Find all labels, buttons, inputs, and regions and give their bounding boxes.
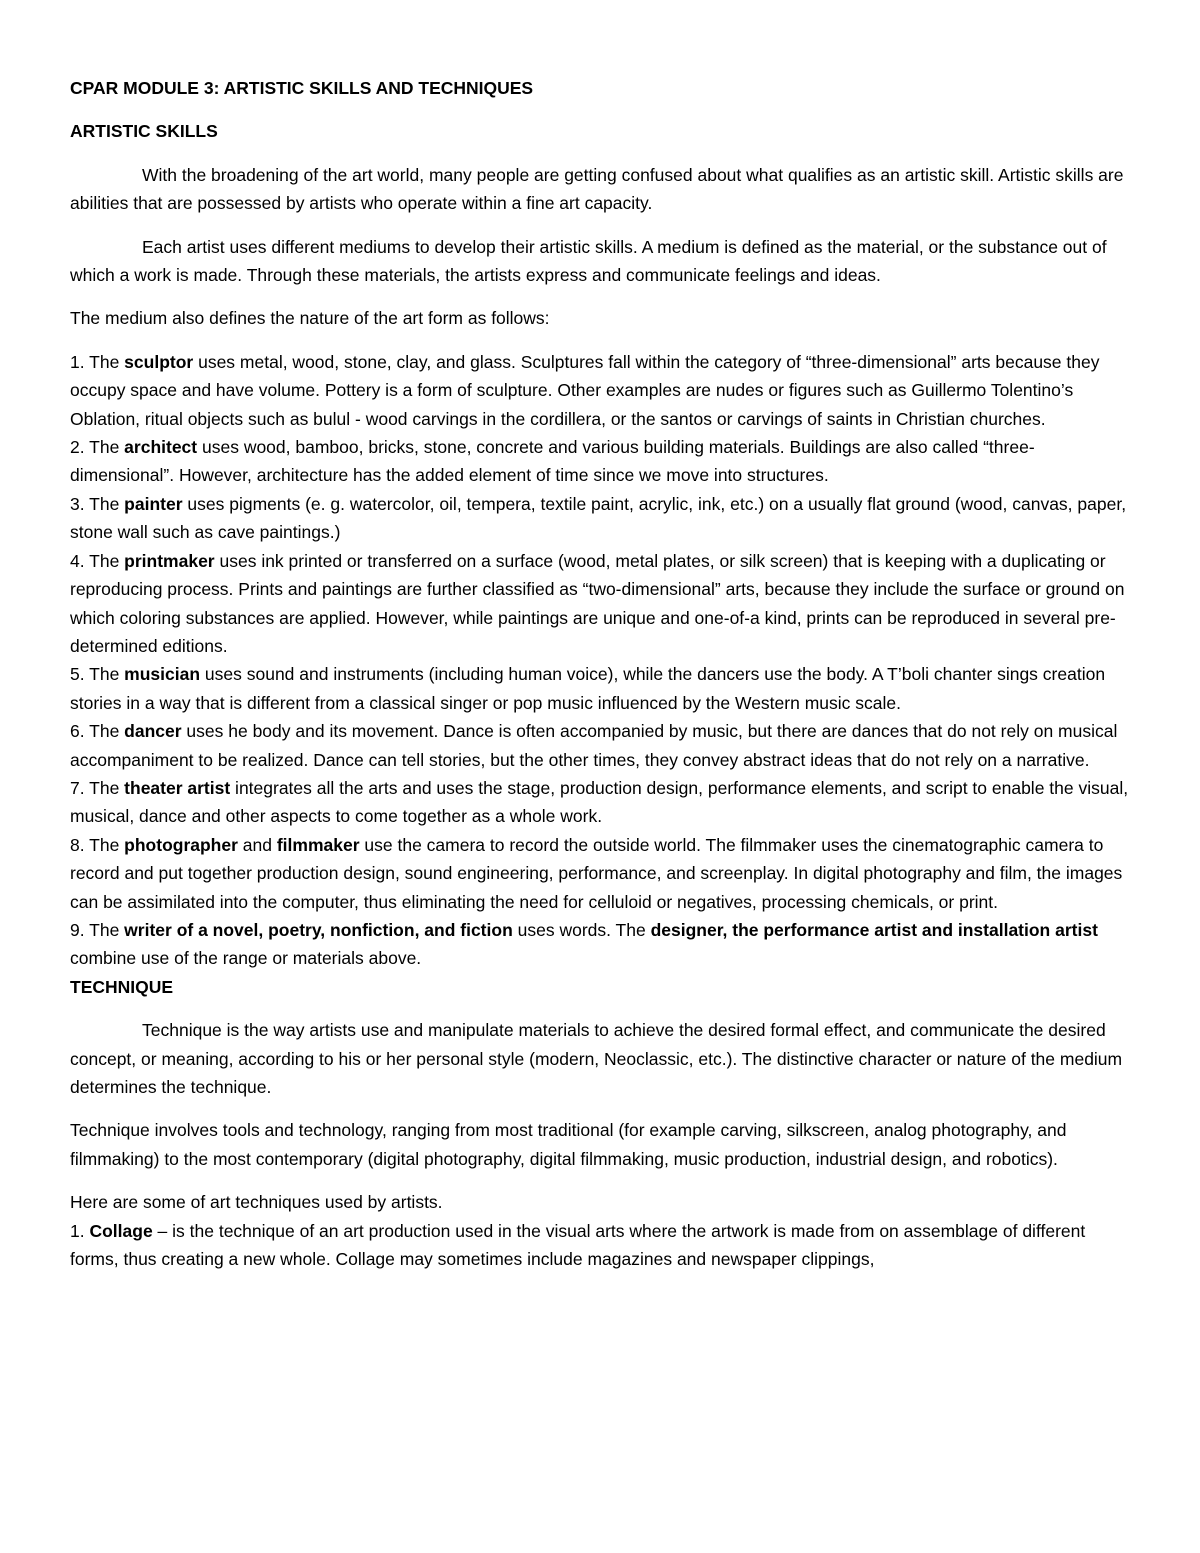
list-item: 5. The musician uses sound and instruments (including human voice), while the dancers use the body. A T’boli chanter sings creation stories in a way that is different from a classical singer or pop music influenced by the Western music scale. — [70, 664, 1106, 713]
list-intro: The medium also defines the nature of the art form as follows: — [70, 308, 550, 329]
list-item: 1. Collage – is the technique of an art production used in the visual arts where the artwork is made from on assemblage of different forms, thus creating a new whole. Collage may sometimes include magazines and newspaper clippings, — [70, 1220, 1086, 1270]
list-intro: Here are some of art techniques used by artists. — [70, 1192, 443, 1213]
list-item: 8. The photographer and filmmaker use the camera to record the outside world. The filmmaker uses the cinematographic camera to record and put together production design, sound engineering, performance, and screenplay. In digital photography and film, the images can be assimilated into the computer, thus eliminating the need for celluloid or negatives, processing chemicals, or print. — [70, 834, 1123, 912]
paragraph: Technique involves tools and technology, ranging from most traditional (for example carving, silkscreen, analog photography, and filmmaking) to the most contemporary (digital photography, digital filmmaking, music production, industrial design, and robotics). — [70, 1120, 1067, 1169]
list-item: 3. The painter uses pigments (e. g. watercolor, oil, tempera, textile paint, acrylic, ink, etc.) on a usually flat ground (wood, canvas, paper, stone wall such as cave paintings.) — [70, 493, 1127, 543]
paragraph: Each artist uses different mediums to develop their artistic skills. A medium is defined as the material, or the substance out of which a work is made. Through these materials, the artists express and communicate feelings and ideas. — [70, 236, 1107, 286]
list-item: 7. The theater artist integrates all the arts and uses the stage, production design, performance elements, and script to enable the visual, musical, dance and other aspects to come together as a whole work. — [70, 777, 1129, 827]
list-item: 2. The architect uses wood, bamboo, bricks, stone, concrete and various building materials. Buildings are also called “three-dimensional”. However, architecture has the added element of time since we move into structures. — [70, 437, 1035, 486]
list-item: 1. The sculptor uses metal, wood, stone, clay, and glass. Sculptures fall within the category of “three-dimensional” arts because they occupy space and have volume. Pottery is a form of sculpture. Other examples are nudes or figures such as Guillermo Tolentino’s Oblation, ritual objects such as bulul - wood carvings in the cordillera, or the santos or carvings of saints in Christian churches. — [70, 351, 1100, 429]
document-title: CPAR MODULE 3: ARTISTIC SKILLS AND TECHNIQUES — [70, 78, 534, 98]
list-item: 4. The printmaker uses ink printed or transferred on a surface (wood, metal plates, or silk screen) that is keeping with a duplicating or reproducing process. Prints and paintings are further classified as “two-dimensional” arts, because they include the surface or ground on which coloring substances are applied. However, while paintings are unique and one-of-a kind, prints can be reproduced in several pre-determined editions. — [70, 550, 1125, 656]
list-item: 9. The writer of a novel, poetry, nonfiction, and fiction uses words. The designer, the performance artist and installation artist combine use of the range or materials above. — [70, 919, 1098, 969]
section-heading-technique: TECHNIQUE — [70, 976, 174, 997]
paragraph: With the broadening of the art world, many people are getting confused about what qualifies as an artistic skill. Artistic skills are abilities that are possessed by artists who operate within a fine art capacity. — [70, 164, 1124, 214]
paragraph: Technique is the way artists use and manipulate materials to achieve the desired formal effect, and communicate the desired concept, or meaning, according to his or her personal style (modern, Neoclassic, etc.). The distinctive character or nature of the medium determines the technique. — [70, 1020, 1123, 1097]
section-heading-artistic-skills: ARTISTIC SKILLS — [70, 121, 218, 142]
list-item: 6. The dancer uses he body and its movement. Dance is often accompanied by music, but there are dances that do not rely on musical accompaniment to be realized. Dance can tell stories, but the other times, they convey abstract ideas that do not rely on a narrative. — [70, 721, 1118, 770]
